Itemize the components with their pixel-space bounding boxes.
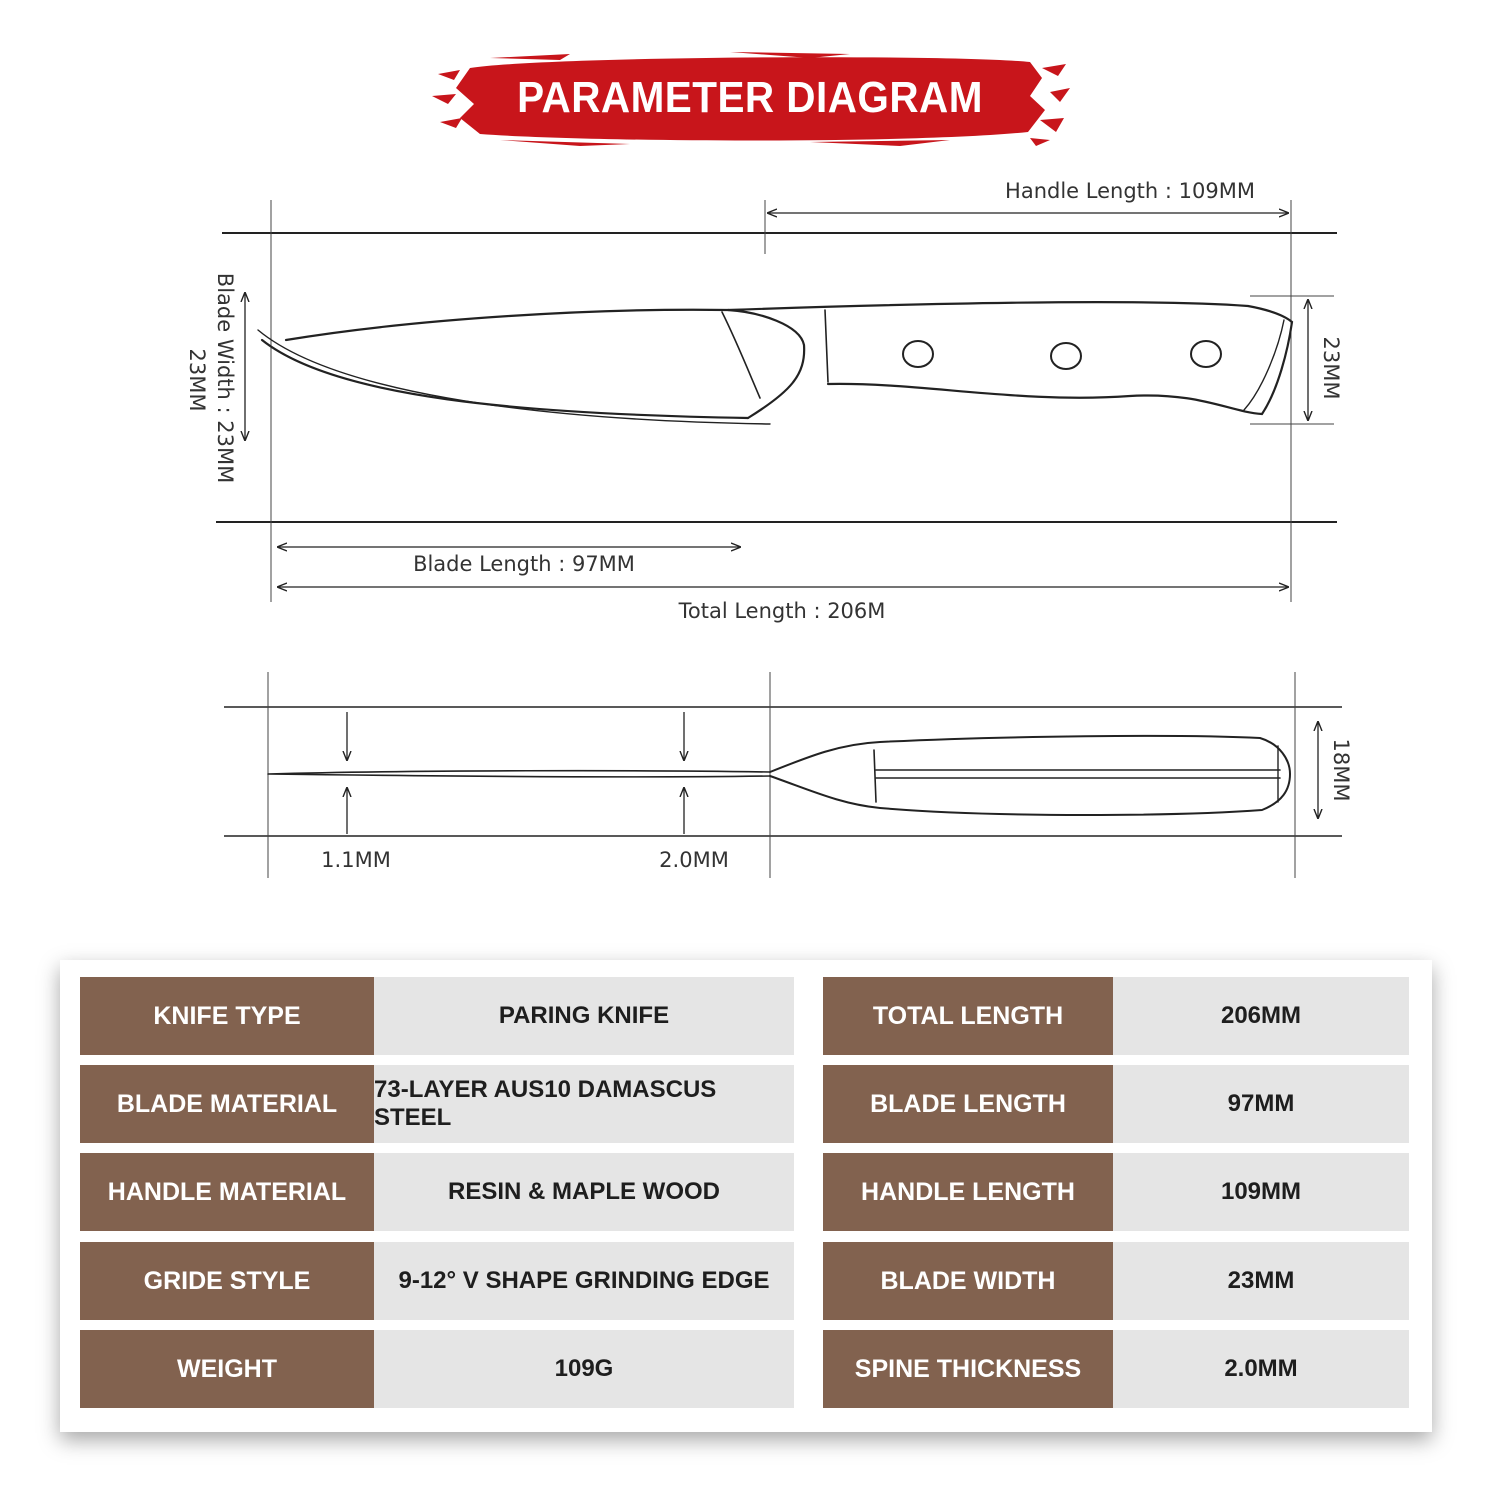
spec-label: HANDLE LENGTH xyxy=(823,1153,1113,1231)
spec-value: 73-LAYER AUS10 DAMASCUS STEEL xyxy=(374,1065,794,1143)
spec-label: BLADE WIDTH xyxy=(823,1242,1113,1320)
specs-table xyxy=(60,960,1432,1432)
spec-value: 2.0MM xyxy=(1113,1330,1409,1408)
handle-spacer xyxy=(825,310,828,382)
spec-row-blade-material xyxy=(80,1065,794,1143)
spec-value: 9-12° V SHAPE GRINDING EDGE xyxy=(374,1242,794,1320)
spec-value: 109MM xyxy=(1113,1153,1409,1231)
blade-edge xyxy=(258,330,770,424)
spec-label: BLADE MATERIAL xyxy=(80,1065,374,1143)
spec-label: HANDLE MATERIAL xyxy=(80,1153,374,1231)
handle-rivet-2 xyxy=(1051,343,1081,369)
handle-height-label: 23MM xyxy=(1319,336,1343,400)
page-title: PARAMETER DIAGRAM xyxy=(517,73,983,122)
spine-handle-tang xyxy=(876,770,1280,778)
spec-label: WEIGHT xyxy=(80,1330,374,1408)
blade-width-value-label: 23MM xyxy=(185,348,209,412)
spec-label: KNIFE TYPE xyxy=(80,977,374,1055)
spec-row-blade-width xyxy=(823,1242,1409,1320)
handle-butt-line xyxy=(1244,320,1284,410)
spec-row-gride-style xyxy=(80,1242,794,1320)
knife-spine-profile xyxy=(268,736,1290,815)
knife-side-profile xyxy=(258,302,1292,424)
spec-value: 97MM xyxy=(1113,1065,1409,1143)
spine-handle-spacer xyxy=(874,750,876,802)
spec-row-total-length xyxy=(823,977,1409,1055)
handle-length-label: Handle Length : 109MM xyxy=(1005,179,1255,203)
spec-label: SPINE THICKNESS xyxy=(823,1330,1113,1408)
spec-value: RESIN & MAPLE WOOD xyxy=(374,1153,794,1231)
top-view-frame xyxy=(216,233,1337,522)
handle-rivet-3 xyxy=(1191,341,1221,367)
spec-row-weight xyxy=(80,1330,794,1408)
tip-thickness-label: 1.1MM xyxy=(321,848,391,872)
top-view-guides xyxy=(271,200,1334,602)
handle-outline xyxy=(728,302,1292,414)
spec-value: 109G xyxy=(374,1330,794,1408)
spec-value: 206MM xyxy=(1113,977,1409,1055)
spine-blade xyxy=(268,771,770,777)
blade-length-label: Blade Length : 97MM xyxy=(413,552,635,576)
spec-row-blade-length xyxy=(823,1065,1409,1143)
spec-value: 23MM xyxy=(1113,1242,1409,1320)
bolster-line xyxy=(722,312,760,398)
blade-outline xyxy=(286,310,804,418)
spec-row-spine-thickness xyxy=(823,1330,1409,1408)
spine-thickness-label: 2.0MM xyxy=(659,848,729,872)
spec-row-knife-type xyxy=(80,977,794,1055)
spec-row-handle-length xyxy=(823,1153,1409,1231)
spec-row-handle-material xyxy=(80,1153,794,1231)
spec-value: PARING KNIFE xyxy=(374,977,794,1055)
spec-label: BLADE LENGTH xyxy=(823,1065,1113,1143)
spine-handle-outline xyxy=(770,736,1290,815)
handle-rivet-1 xyxy=(903,341,933,367)
spine-view-dimensions xyxy=(347,712,1318,834)
spec-label: GRIDE STYLE xyxy=(80,1242,374,1320)
handle-thickness-label: 18MM xyxy=(1329,738,1353,802)
top-view-dimensions xyxy=(245,213,1308,587)
spec-label: TOTAL LENGTH xyxy=(823,977,1113,1055)
total-length-label: Total Length : 206M xyxy=(678,599,886,623)
blade-edge-back xyxy=(262,340,748,418)
blade-width-label: Blade Width : 23MM xyxy=(213,272,237,484)
